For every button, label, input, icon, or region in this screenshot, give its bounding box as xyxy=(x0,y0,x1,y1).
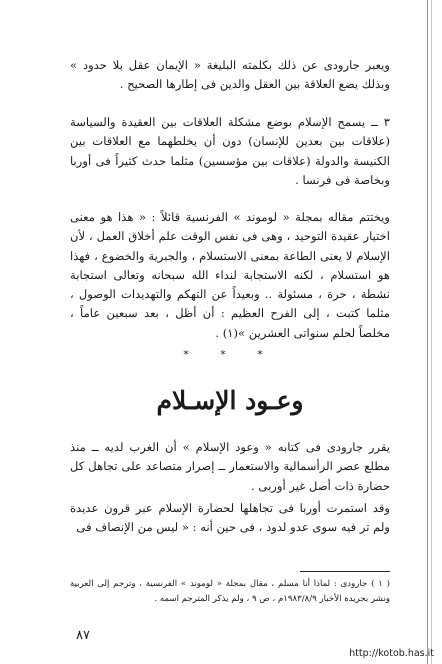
section-separator: * * * xyxy=(183,348,277,361)
watermark-url: http://kotob.has.it xyxy=(349,648,434,659)
section-paragraph-2: وقد استمرت أوربا فى تجاهلها لحضارة الإسلام عبر قرون عديدة ولم تر فيه سوى عدو لدود ، فى حين أنه : « ليس من الإنصاف فى xyxy=(70,501,390,535)
paragraph-2: ٣ ــ يسمح الإسلام بوضع مشكلة العلاقات بين العقيدة والسياسة (علاقات بين بعدين للإنسان) دون أن يخلطهما مع العلاقات بين الكنيسة والدولة (علاقات بين مؤسسين) مثلما حدث كثيراً فى أوربا وبخاصة فى فرنسا . xyxy=(70,115,390,187)
section-paragraph-1: يقرر جارودى فى كتابه « وعود الإسلام » أن الغرب لديه ــ منذ مطلع عصر الرأسمالية والاستعمار ــ إصرار متصاعد على تجاهل كل حضارة ذات أصل غير أوربى . xyxy=(70,440,390,493)
paragraph-1: ويعبر جارودى عن ذلك بكلمته البليغة « الإيمان عقل بلا حدود » وبذلك يضع العلاقة بين العقل والدين فى إطارها الصحيح . xyxy=(70,58,390,92)
footnote: ( ١ ) جارودى : لماذا أنا مسلم ، مقال بمجلة « لوموند » الفرنسية ، وترجم إلى العربية ونشر بجريدة الأخبار ١٩٨٣/٨/٩م ، ص ٩ ، ولم يذكر المترجم اسمه . xyxy=(70,579,390,604)
page-edge-line-outer xyxy=(431,0,432,664)
page-edge-line xyxy=(427,0,428,664)
paragraph-3: ويختتم مقاله بمجلة « لوموند » الفرنسية قائلاً : « هذا هو معنى اختيار عقيدة التوحيد ، وهى فى نفس الوقت علم أخلاق العمل ، لأن الإسلام لا يعنى الطاعة بمعنى الاستسلام ، والجبرية والخضوع ، فهذا هو استسلام ، لكنه الاستجابة لنداء الله سبحانه وتعالى استجابة نشطة ، حرة ، مسئولة .. وبعيداً عن التهكم والتهديدات الوصول ، مثلما كتبت ، إلى الفرح العظيم : أن أظل ، بعد سبعين عاماً ، مخلصاً لحلم سنواتى العشرين »(١) . xyxy=(70,210,390,340)
section-title: وعـود الإسـلام xyxy=(156,386,304,415)
page-number: ٨٧ xyxy=(76,628,90,643)
footnote-divider xyxy=(300,571,390,572)
